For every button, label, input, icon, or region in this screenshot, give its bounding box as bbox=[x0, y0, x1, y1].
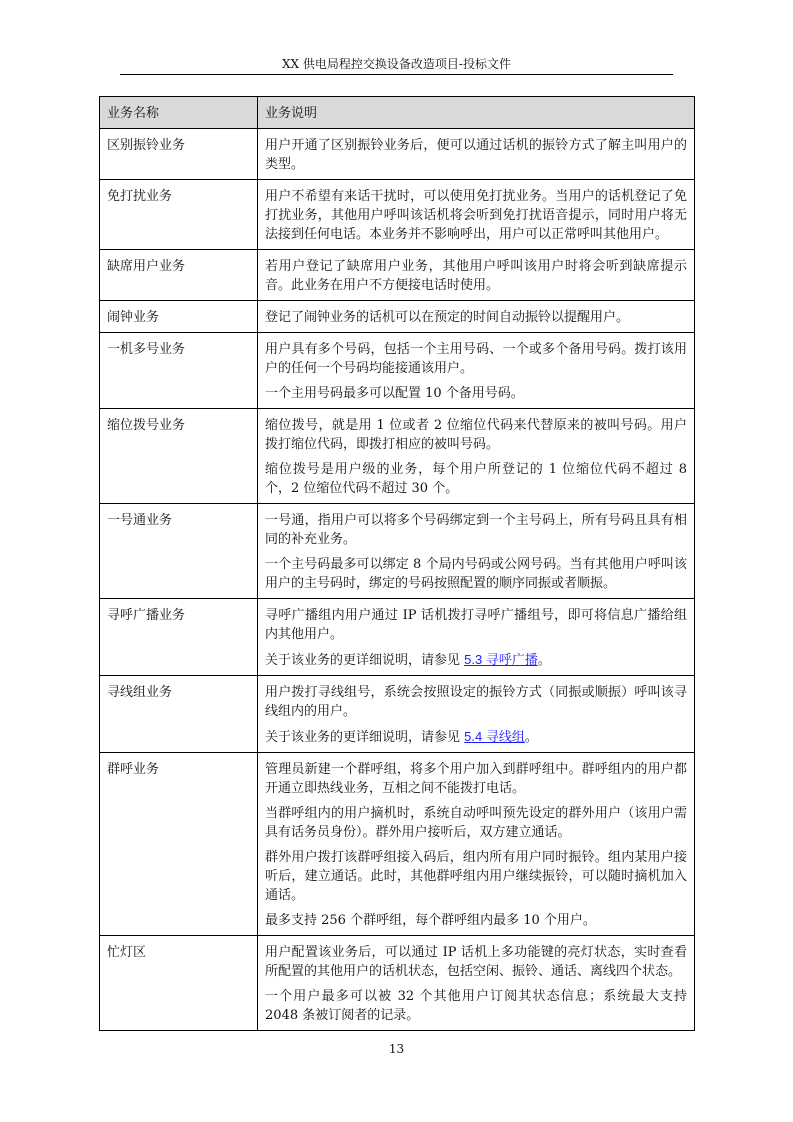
description-paragraph bbox=[265, 460, 687, 498]
service-description bbox=[258, 599, 695, 676]
paragraph-text: 缩位拨号，就是用 1 位或者 2 位缩位代码来代替原来的被叫号码。用户拨打缩位代码，即拨打相应的被叫号码。 bbox=[265, 418, 687, 452]
paragraph-text: 管理员新建一个群呼组，将多个用户加入到群呼组中。群呼组内的用户都开通立即热线业务，互相之间不能拨打电话。 bbox=[265, 762, 687, 796]
column-header-name: 业务名称 bbox=[100, 97, 258, 129]
service-name: 免打扰业务 bbox=[100, 180, 258, 250]
paragraph-text: 一个用户最多可以被 32 个其他用户订阅其状态信息；系统最大支持 2048 条被订阅者的记录。 bbox=[265, 989, 687, 1023]
paragraph-text: 登记了闹钟业务的话机可以在预定的时间自动振铃以提醒用户。 bbox=[265, 310, 630, 325]
paragraph-text: 最多支持 256 个群呼组，每个群呼组内最多 10 个用户。 bbox=[265, 913, 596, 928]
paragraph-text: 一个主号码最多可以绑定 8 个局内号码或公网号码。当有其他用户呼叫该用户的主号码时，绑定的号码按照配置的顺序同振或者顺振。 bbox=[265, 557, 687, 591]
paragraph-text: 用户不希望有来话干扰时，可以使用免打扰业务。当用户的话机登记了免打扰业务，其他用户呼叫该话机将会听到免打扰语音提示，同时用户将无法接到任何电话。本业务并不影响呼出，用户可以正常呼叫其他用户。 bbox=[265, 189, 687, 242]
service-description bbox=[258, 936, 695, 1031]
table-row bbox=[100, 936, 695, 1031]
paragraph-text: 。 bbox=[524, 730, 538, 745]
description-paragraph bbox=[265, 987, 687, 1025]
service-name: 忙灯区 bbox=[100, 936, 258, 1031]
service-description bbox=[258, 676, 695, 753]
header-divider bbox=[120, 74, 673, 75]
description-paragraph bbox=[265, 136, 687, 174]
table-row bbox=[100, 753, 695, 936]
table-row bbox=[100, 250, 695, 301]
description-paragraph bbox=[265, 848, 687, 905]
table-row bbox=[100, 333, 695, 409]
paragraph-text: 群外用户拨打该群呼组接入码后，组内所有用户同时振铃。组内某用户接听后，建立通话。此时，其他群呼组内用户继续振铃，可以随时摘机加入通话。 bbox=[265, 850, 687, 903]
service-description bbox=[258, 250, 695, 301]
paragraph-text: 若用户登记了缺席用户业务，其他用户呼叫该用户时将会听到缺席提示音。此业务在用户不方便接电话时使用。 bbox=[265, 259, 687, 293]
description-paragraph bbox=[265, 606, 687, 644]
table-header-row bbox=[100, 97, 695, 129]
paragraph-text: 。 bbox=[537, 653, 551, 668]
page-header: XX 供电局程控交换设备改造项目-投标文件 bbox=[282, 57, 511, 71]
paragraph-text: 一个主用号码最多可以配置 10 个备用号码。 bbox=[265, 386, 524, 401]
section-reference-link[interactable]: 5.4 寻线组 bbox=[464, 729, 525, 744]
description-paragraph bbox=[265, 911, 687, 930]
description-paragraph bbox=[265, 340, 687, 378]
column-header-description: 业务说明 bbox=[258, 97, 695, 129]
services-table bbox=[99, 96, 695, 1031]
paragraph-text: 缩位拨号是用户级的业务，每个用户所登记的 1 位缩位代码不超过 8 个，2 位缩位代码不超过 30 个。 bbox=[265, 462, 687, 496]
paragraph-text: 当群呼组内的用户摘机时，系统自动呼叫预先设定的群外用户（该用户需具有话务员身份）。群外用户接听后，双方建立通话。 bbox=[265, 806, 687, 840]
service-name: 缺席用户业务 bbox=[100, 250, 258, 301]
paragraph-text: 一号通，指用户可以将多个号码绑定到一个主号码上，所有号码且具有相同的补充业务。 bbox=[265, 513, 687, 547]
paragraph-text: 用户配置该业务后，可以通过 IP 话机上多功能键的亮灯状态，实时查看所配置的其他用户的话机状态，包括空闲、振铃、通话、离线四个状态。 bbox=[265, 945, 687, 979]
description-paragraph bbox=[265, 727, 687, 747]
table-row bbox=[100, 599, 695, 676]
service-name: 寻呼广播业务 bbox=[100, 599, 258, 676]
service-name: 寻线组业务 bbox=[100, 676, 258, 753]
table-row bbox=[100, 129, 695, 180]
service-description bbox=[258, 333, 695, 409]
page-number: 13 bbox=[388, 1042, 405, 1056]
table-row bbox=[100, 180, 695, 250]
service-name: 缩位拨号业务 bbox=[100, 409, 258, 504]
description-paragraph bbox=[265, 511, 687, 549]
service-description bbox=[258, 504, 695, 599]
paragraph-text: 用户拨打寻线组号，系统会按照设定的振铃方式（同振或顺振）呼叫该寻线组内的用户。 bbox=[265, 685, 687, 719]
table-row bbox=[100, 504, 695, 599]
service-description bbox=[258, 180, 695, 250]
paragraph-text: 用户开通了区别振铃业务后，便可以通过话机的振铃方式了解主叫用户的类型。 bbox=[265, 138, 687, 172]
service-description bbox=[258, 129, 695, 180]
description-paragraph bbox=[265, 683, 687, 721]
service-name: 区别振铃业务 bbox=[100, 129, 258, 180]
paragraph-text: 关于该业务的更详细说明，请参见 bbox=[265, 653, 465, 668]
service-description bbox=[258, 409, 695, 504]
paragraph-text: 寻呼广播组内用户通过 IP 话机拨打寻呼广播组号，即可将信息广播给组内其他用户。 bbox=[265, 608, 687, 642]
description-paragraph bbox=[265, 555, 687, 593]
description-paragraph bbox=[265, 760, 687, 798]
section-reference-link[interactable]: 5.3 寻呼广播 bbox=[464, 652, 538, 667]
description-paragraph bbox=[265, 384, 687, 403]
table-row bbox=[100, 301, 695, 333]
service-name: 一号通业务 bbox=[100, 504, 258, 599]
service-name: 闹钟业务 bbox=[100, 301, 258, 333]
service-name: 群呼业务 bbox=[100, 753, 258, 936]
description-paragraph bbox=[265, 187, 687, 244]
service-description bbox=[258, 753, 695, 936]
description-paragraph bbox=[265, 416, 687, 454]
description-paragraph bbox=[265, 650, 687, 670]
paragraph-text: 用户具有多个号码，包括一个主用号码、一个或多个备用号码。拨打该用户的任何一个号码均能接通该用户。 bbox=[265, 342, 687, 376]
description-paragraph bbox=[265, 943, 687, 981]
description-paragraph bbox=[265, 804, 687, 842]
table-row bbox=[100, 409, 695, 504]
description-paragraph bbox=[265, 257, 687, 295]
description-paragraph bbox=[265, 308, 687, 327]
paragraph-text: 关于该业务的更详细说明，请参见 bbox=[265, 730, 465, 745]
service-name: 一机多号业务 bbox=[100, 333, 258, 409]
table-row bbox=[100, 676, 695, 753]
service-description bbox=[258, 301, 695, 333]
